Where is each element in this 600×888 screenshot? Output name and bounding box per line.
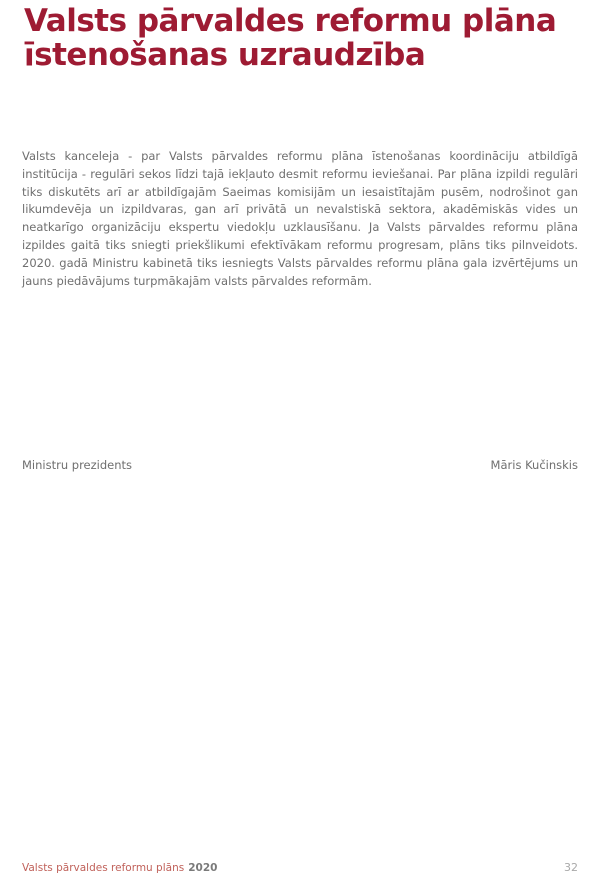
signature-row — [22, 458, 578, 472]
footer-title — [22, 862, 217, 874]
footer-doc-title: Valsts pārvaldes reformu plāns — [22, 862, 185, 874]
signature-role: Ministru prezidents — [22, 458, 133, 472]
signature-name: Māris Kučinskis — [490, 458, 578, 472]
page-footer — [22, 861, 578, 874]
page-number: 32 — [564, 861, 578, 874]
body-paragraph: Valsts kanceleja - par Valsts pārvaldes reformu plāna īstenošanas koordināciju atbildīgā institūcija - regulāri sekos līdzi tajā iekļauto desmit reformu ieviešanai. Par plāna izpildi regulāri tiks diskutēts arī ar atbildīgajām Saeimas komisijām un iesaistītajām pusēm, nodrošinot gan likumdevēja un izpildvaras, gan arī privātā un nevalstiskā sektora, akadēmiskās vides un neatkarīgo organizāciju ekspertu viedokļu uzklausīšanu. Ja Valsts pārvaldes reformu plāna izpildes gaitā tiks sniegti priekšlikumi efektīvākam reformu progresam, plāns tiks pilnveidots. 2020. gadā Ministru kabinetā tiks iesniegts Valsts pārvaldes reformu plāna gala izvērtējums un jauns piedāvājums turpmākajām valsts pārvaldes reformām. — [22, 149, 578, 288]
page-title: Valsts pārvaldes reformu plāna īstenošanas uzraudzība — [24, 3, 557, 73]
footer-year: 2020 — [188, 862, 218, 874]
